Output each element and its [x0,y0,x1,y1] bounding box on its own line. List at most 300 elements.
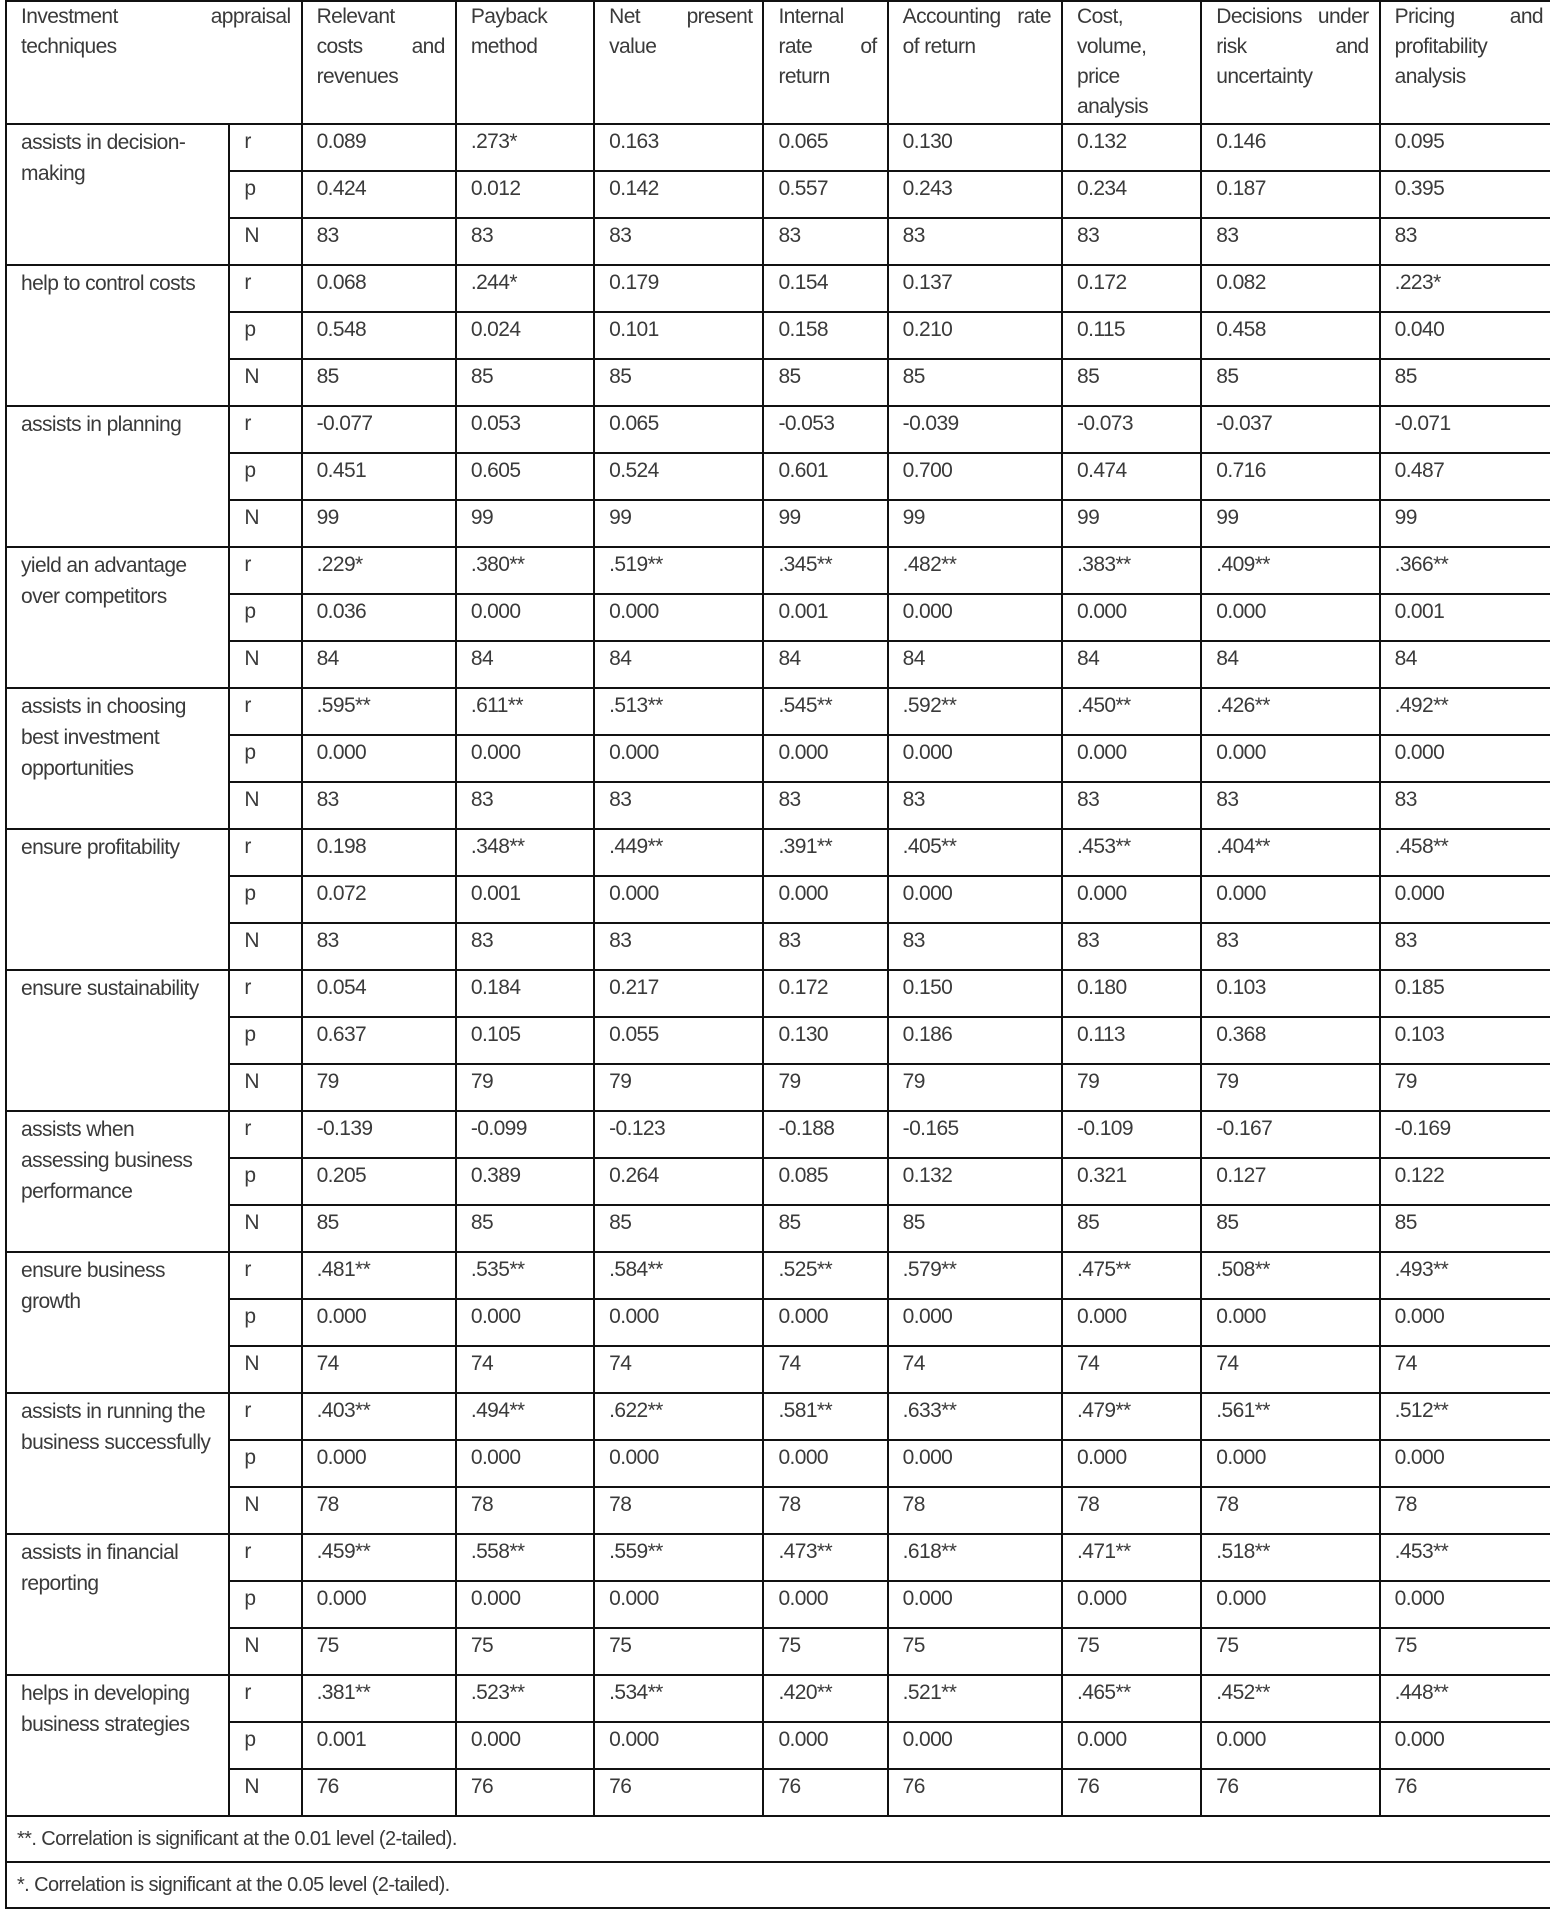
table-cell: 83 [1062,923,1201,970]
stat-label: N [229,1205,301,1252]
column-header: Pricing and profitability analysis [1380,1,1550,124]
table-cell: 0.000 [1062,1581,1201,1628]
table-cell: 79 [302,1064,456,1111]
table-body [6,124,1550,1816]
table-row [6,1346,1550,1393]
table-cell: 0.716 [1201,453,1379,500]
table-cell: 75 [1380,1628,1550,1675]
table-cell: 85 [302,1205,456,1252]
footnotes [6,1816,1550,1908]
table-cell: .458** [1380,829,1550,876]
table-cell: 0.082 [1201,265,1379,312]
footnote: *. Correlation is significant at the 0.05 level (2-tailed). [6,1862,1550,1908]
table-cell: .479** [1062,1393,1201,1440]
table-cell: 0.548 [302,312,456,359]
table-cell: .473** [763,1534,887,1581]
table-cell: 83 [1380,923,1550,970]
table-cell: 99 [1062,500,1201,547]
table-cell: 74 [594,1346,763,1393]
table-cell: .465** [1062,1675,1201,1722]
table-cell: 75 [456,1628,594,1675]
table-cell: 83 [1380,782,1550,829]
footnote-row [6,1862,1550,1908]
table-cell: 0.000 [888,1722,1062,1769]
table-cell: .449** [594,829,763,876]
table-cell: 0.424 [302,171,456,218]
table-cell: 83 [1062,218,1201,265]
row-label: ensure sustainability [6,970,229,1111]
table-cell: .273* [456,124,594,171]
table-cell: 0.132 [888,1158,1062,1205]
table-cell: .471** [1062,1534,1201,1581]
table-cell: -0.167 [1201,1111,1379,1158]
table-row [6,829,1550,876]
table-cell: 99 [763,500,887,547]
table-cell: 74 [888,1346,1062,1393]
table-cell: 83 [763,218,887,265]
table-cell: .450** [1062,688,1201,735]
table-cell: 99 [1380,500,1550,547]
table-cell: 0.000 [1062,876,1201,923]
table-cell: 0.053 [456,406,594,453]
table-cell: 85 [302,359,456,406]
table-cell: 0.105 [456,1017,594,1064]
table-cell: 83 [594,218,763,265]
row-label: help to control costs [6,265,229,406]
table-cell: -0.139 [302,1111,456,1158]
table-cell: 78 [1201,1487,1379,1534]
stat-label: p [229,1158,301,1205]
table-cell: 0.000 [888,735,1062,782]
table-row [6,1111,1550,1158]
corner-header: Investment appraisal techniques [6,1,302,124]
table-row [6,453,1550,500]
table-cell: 78 [456,1487,594,1534]
table-row [6,594,1550,641]
table-cell: .383** [1062,547,1201,594]
table-cell: .535** [456,1252,594,1299]
table-cell: .453** [1380,1534,1550,1581]
table-cell: 0.180 [1062,970,1201,1017]
table-cell: 0.122 [1380,1158,1550,1205]
table-cell: 83 [1201,782,1379,829]
table-cell: 76 [1062,1769,1201,1816]
stat-label: p [229,1440,301,1487]
table-cell: 0.000 [1380,1581,1550,1628]
stat-label: p [229,1017,301,1064]
stat-label: r [229,1252,301,1299]
table-cell: 76 [763,1769,887,1816]
row-label: assists in choosing best investment opportunities [6,688,229,829]
table-cell: 83 [763,782,887,829]
stat-label: r [229,970,301,1017]
table-cell: 0.000 [763,1299,887,1346]
table-cell: .559** [594,1534,763,1581]
stat-label: p [229,171,301,218]
table-cell: .452** [1201,1675,1379,1722]
stat-label: r [229,547,301,594]
table-cell: 83 [888,923,1062,970]
table-cell: 0.198 [302,829,456,876]
table-cell: 83 [888,782,1062,829]
table-cell: -0.073 [1062,406,1201,453]
table-cell: 85 [763,359,887,406]
table-row [6,500,1550,547]
table-cell: 85 [456,1205,594,1252]
table-cell: 0.557 [763,171,887,218]
stat-label: p [229,735,301,782]
table-cell: .584** [594,1252,763,1299]
table-cell: .521** [888,1675,1062,1722]
table-cell: 0.115 [1062,312,1201,359]
table-cell: 0.264 [594,1158,763,1205]
stat-label: N [229,359,301,406]
table-cell: 0.000 [1062,1299,1201,1346]
table-cell: 0.000 [456,1722,594,1769]
table-cell: 0.000 [1380,876,1550,923]
table-cell: 0.395 [1380,171,1550,218]
table-cell: 74 [1201,1346,1379,1393]
table-cell: .633** [888,1393,1062,1440]
table-cell: 84 [302,641,456,688]
table-row [6,1722,1550,1769]
table-cell: 0.065 [763,124,887,171]
stat-label: r [229,1675,301,1722]
header-row [6,1,1550,124]
table-row [6,1299,1550,1346]
table-cell: 83 [302,782,456,829]
table-cell: .482** [888,547,1062,594]
table-cell: .448** [1380,1675,1550,1722]
table-cell: 0.000 [456,594,594,641]
stat-label: N [229,1064,301,1111]
table-cell: 0.001 [763,594,887,641]
table-cell: .558** [456,1534,594,1581]
table-row [6,1534,1550,1581]
table-cell: 84 [1201,641,1379,688]
table-cell: 74 [763,1346,887,1393]
table-cell: 84 [456,641,594,688]
table-cell: 76 [888,1769,1062,1816]
table-cell: 0.000 [594,594,763,641]
table-cell: 0.000 [1380,1722,1550,1769]
table-row [6,923,1550,970]
table-cell: 85 [594,1205,763,1252]
table-cell: 0.172 [763,970,887,1017]
table-cell: 76 [456,1769,594,1816]
column-header: Relevant costs and revenues [302,1,456,124]
table-cell: 0.163 [594,124,763,171]
table-cell: 0.000 [888,876,1062,923]
column-header: Payback method [456,1,594,124]
table-cell: 75 [594,1628,763,1675]
table-cell: 75 [1062,1628,1201,1675]
table-cell: -0.109 [1062,1111,1201,1158]
table-cell: 79 [888,1064,1062,1111]
table-cell: 0.068 [302,265,456,312]
table-cell: 0.601 [763,453,887,500]
table-row [6,1628,1550,1675]
table-row [6,782,1550,829]
table-cell: 85 [1380,1205,1550,1252]
table-cell: .494** [456,1393,594,1440]
table-cell: .391** [763,829,887,876]
table-cell: 0.001 [456,876,594,923]
table-cell: .534** [594,1675,763,1722]
table-cell: 0.000 [888,594,1062,641]
table-cell: 0.001 [302,1722,456,1769]
table-cell: 99 [1201,500,1379,547]
table-cell: 0.184 [456,970,594,1017]
table-cell: 0.000 [888,1581,1062,1628]
table-cell: 0.137 [888,265,1062,312]
column-header: Internal rate of return [763,1,887,124]
table-cell: 85 [1201,359,1379,406]
table-row [6,876,1550,923]
table-cell: 83 [302,923,456,970]
table-cell: 0.000 [302,735,456,782]
table-row [6,265,1550,312]
table-cell: 0.154 [763,265,887,312]
table-cell: 79 [456,1064,594,1111]
table-row [6,1581,1550,1628]
table-cell: .420** [763,1675,887,1722]
table-cell: 0.142 [594,171,763,218]
table-cell: 0.172 [1062,265,1201,312]
table-row [6,1769,1550,1816]
table-cell: .595** [302,688,456,735]
table-cell: 85 [888,1205,1062,1252]
table-cell: 0.158 [763,312,887,359]
table-cell: -0.037 [1201,406,1379,453]
table-cell: 0.389 [456,1158,594,1205]
stat-label: N [229,1346,301,1393]
table-cell: 0.187 [1201,171,1379,218]
table-cell: 0.024 [456,312,594,359]
table-cell: .244* [456,265,594,312]
stat-label: p [229,594,301,641]
table-cell: 0.368 [1201,1017,1379,1064]
table-cell: 99 [888,500,1062,547]
table-cell: .405** [888,829,1062,876]
table-cell: 0.210 [888,312,1062,359]
table-cell: .404** [1201,829,1379,876]
table-cell: 0.000 [1062,594,1201,641]
stat-label: r [229,829,301,876]
table-cell: 83 [302,218,456,265]
table-cell: -0.039 [888,406,1062,453]
table-cell: .581** [763,1393,887,1440]
table-cell: 0.700 [888,453,1062,500]
stat-label: N [229,218,301,265]
row-label: helps in developing business strategies [6,1675,229,1816]
table-cell: 78 [763,1487,887,1534]
table-cell: 0.000 [1201,876,1379,923]
table-cell: 0.000 [1201,1722,1379,1769]
table-cell: 78 [302,1487,456,1534]
table-cell: 0.458 [1201,312,1379,359]
table-cell: -0.053 [763,406,887,453]
table-row [6,312,1550,359]
table-cell: 76 [1201,1769,1379,1816]
table-cell: 0.000 [1062,1722,1201,1769]
row-label: assists in decision-making [6,124,229,265]
table-cell: 0.179 [594,265,763,312]
table-cell: 85 [1201,1205,1379,1252]
table-cell: -0.077 [302,406,456,453]
table-cell: 0.055 [594,1017,763,1064]
table-cell: 0.000 [1201,1299,1379,1346]
stat-label: p [229,1299,301,1346]
table-cell: 79 [763,1064,887,1111]
table-cell: 0.000 [302,1299,456,1346]
table-cell: 0.000 [1201,735,1379,782]
table-cell: 0.524 [594,453,763,500]
table-cell: 0.001 [1380,594,1550,641]
stat-label: N [229,782,301,829]
table-cell: .380** [456,547,594,594]
table-cell: 0.127 [1201,1158,1379,1205]
table-cell: 0.000 [888,1440,1062,1487]
table-cell: .426** [1201,688,1379,735]
column-header: Net present value [594,1,763,124]
stat-label: r [229,1111,301,1158]
table-cell: 0.132 [1062,124,1201,171]
table-cell: 83 [456,218,594,265]
table-cell: 0.000 [1380,735,1550,782]
table-cell: 0.637 [302,1017,456,1064]
table-cell: 0.000 [763,1722,887,1769]
table-cell: 0.000 [1380,1440,1550,1487]
table-cell: 83 [594,782,763,829]
table-cell: 75 [888,1628,1062,1675]
table-cell: 0.000 [1201,594,1379,641]
table-cell: 0.474 [1062,453,1201,500]
table-cell: 83 [1380,218,1550,265]
stat-label: r [229,124,301,171]
table-cell: .481** [302,1252,456,1299]
table-row [6,1064,1550,1111]
table-cell: .508** [1201,1252,1379,1299]
row-label: ensure business growth [6,1252,229,1393]
table-cell: 0.000 [763,1581,887,1628]
stat-label: r [229,1534,301,1581]
stat-label: r [229,688,301,735]
table-cell: 0.000 [594,1440,763,1487]
stat-label: p [229,312,301,359]
table-cell: 0.000 [594,876,763,923]
table-cell: 74 [456,1346,594,1393]
table-cell: 0.036 [302,594,456,641]
table-cell: 0.000 [594,1299,763,1346]
table-cell: 0.103 [1380,1017,1550,1064]
table-cell: .475** [1062,1252,1201,1299]
table-cell: 0.243 [888,171,1062,218]
table-cell: .459** [302,1534,456,1581]
table-cell: 0.072 [302,876,456,923]
table-cell: 99 [594,500,763,547]
table-cell: .519** [594,547,763,594]
table-row [6,218,1550,265]
table-cell: 84 [1380,641,1550,688]
table-cell: .453** [1062,829,1201,876]
table-cell: 74 [302,1346,456,1393]
table-cell: 0.095 [1380,124,1550,171]
table-cell: 0.012 [456,171,594,218]
table-cell: .513** [594,688,763,735]
table-row [6,735,1550,782]
row-label: assists when assessing business performance [6,1111,229,1252]
table-cell: -0.169 [1380,1111,1550,1158]
table-cell: 0.130 [763,1017,887,1064]
table-cell: 84 [594,641,763,688]
footnote-row [6,1816,1550,1862]
table-cell: 0.000 [594,1722,763,1769]
table-cell: 0.150 [888,970,1062,1017]
table-cell: .622** [594,1393,763,1440]
table-row [6,1158,1550,1205]
column-header: Accounting rate of return [888,1,1062,124]
table-cell: 0.085 [763,1158,887,1205]
table-cell: 83 [1201,923,1379,970]
table-cell: 0.000 [1201,1440,1379,1487]
table-cell: .493** [1380,1252,1550,1299]
column-header: Cost, volume, price analysis [1062,1,1201,124]
table-cell: .348** [456,829,594,876]
table-row [6,1252,1550,1299]
stat-label: p [229,1722,301,1769]
table-cell: 78 [1062,1487,1201,1534]
table-cell: 85 [1062,1205,1201,1252]
table-cell: 0.605 [456,453,594,500]
table-cell: 0.101 [594,312,763,359]
table-cell: 0.000 [1201,1581,1379,1628]
table-cell: 0.451 [302,453,456,500]
table-cell: 0.000 [763,735,887,782]
table-cell: 83 [763,923,887,970]
table-cell: 0.234 [1062,171,1201,218]
table-cell: 0.000 [456,1440,594,1487]
table-cell: -0.099 [456,1111,594,1158]
table-cell: 79 [1201,1064,1379,1111]
footnote: **. Correlation is significant at the 0.01 level (2-tailed). [6,1816,1550,1862]
stat-label: N [229,641,301,688]
table-cell: 0.000 [302,1581,456,1628]
table-cell: 84 [763,641,887,688]
table-row [6,1487,1550,1534]
table-cell: 0.040 [1380,312,1550,359]
table-cell: 85 [456,359,594,406]
table-cell: .409** [1201,547,1379,594]
table-cell: .561** [1201,1393,1379,1440]
table-cell: 0.000 [1062,1440,1201,1487]
table-cell: 0.130 [888,124,1062,171]
stat-label: N [229,1628,301,1675]
table-cell: 79 [594,1064,763,1111]
table-cell: 0.000 [763,876,887,923]
table-cell: 0.000 [1062,735,1201,782]
column-header: Decisions under risk and uncertainty [1201,1,1379,124]
table-cell: .579** [888,1252,1062,1299]
table-row [6,1393,1550,1440]
table-cell: 85 [763,1205,887,1252]
table-cell: 0.065 [594,406,763,453]
table-cell: 74 [1062,1346,1201,1393]
table-row [6,1440,1550,1487]
table-row [6,1017,1550,1064]
table-cell: 99 [456,500,594,547]
table-cell: 0.054 [302,970,456,1017]
